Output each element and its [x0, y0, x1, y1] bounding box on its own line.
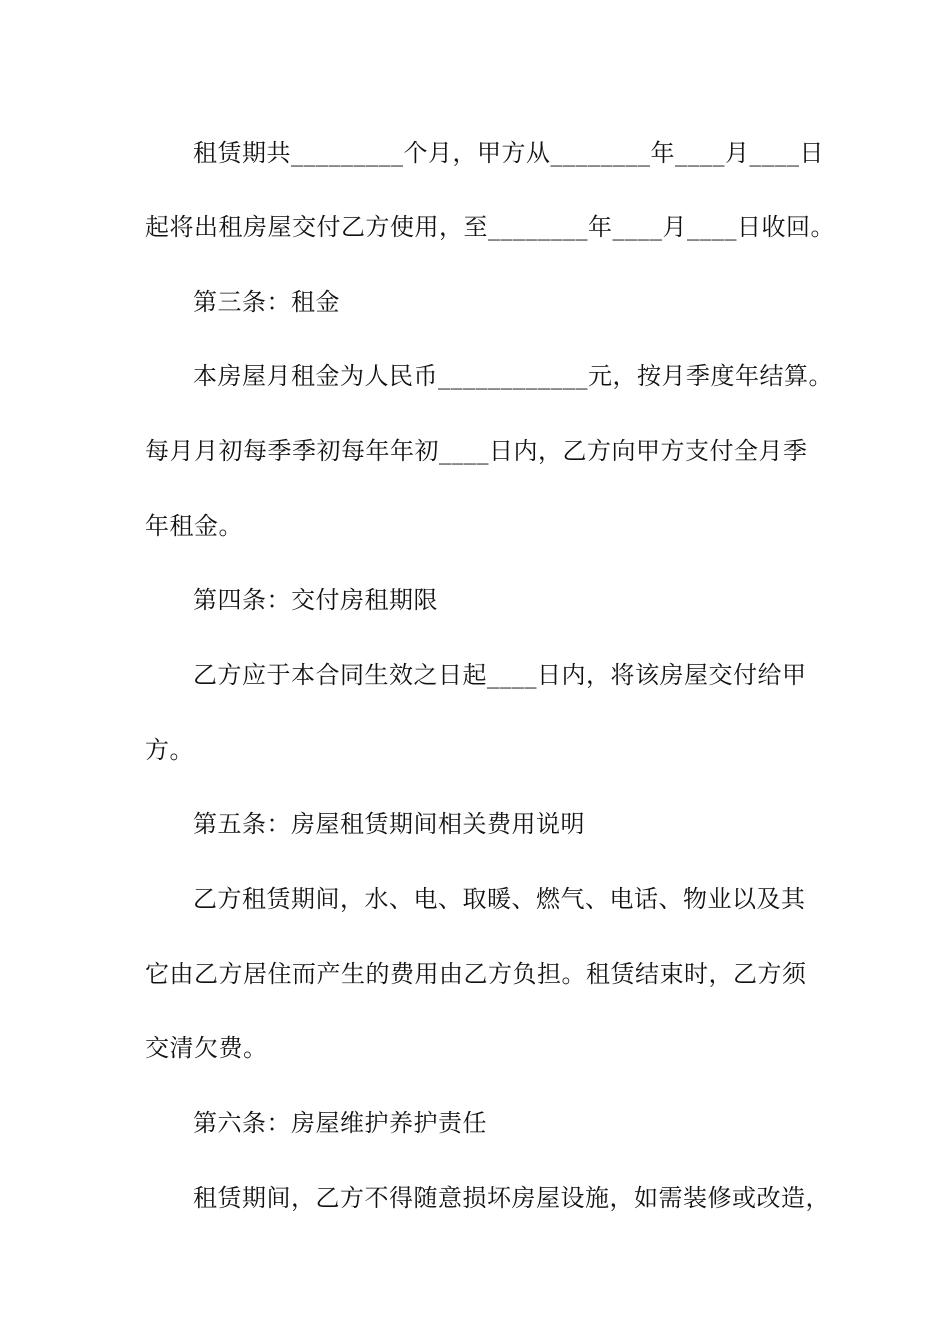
paragraph-line: 交清欠费。 — [145, 1034, 268, 1062]
paragraph-line: 本房屋月租金为人民币____________元，按月季度年结算。 — [193, 362, 833, 390]
paragraph-line: 租赁期间，乙方不得随意损坏房屋设施，如需装修或改造， — [193, 1184, 830, 1212]
paragraph-line: 租赁期共_________个月，甲方从________年____月____日 — [193, 139, 824, 167]
paragraph-line: 起将出租房屋交付乙方使用，至________年____月____日收回。 — [145, 213, 835, 241]
section-heading: 第三条：租金 — [193, 288, 340, 316]
section-heading: 第四条：交付房租期限 — [193, 586, 438, 614]
paragraph-line: 每月月初每季季初每年年初____日内，乙方向甲方支付全月季 — [145, 437, 808, 465]
section-heading: 第六条：房屋维护养护责任 — [193, 1109, 487, 1137]
paragraph-line: 它由乙方居住而产生的费用由乙方负担。租赁结束时，乙方须 — [145, 960, 807, 988]
paragraph-line: 乙方租赁期间，水、电、取暖、燃气、电话、物业以及其 — [193, 885, 806, 913]
paragraph-line: 方。 — [145, 736, 194, 764]
section-heading: 第五条：房屋租赁期间相关费用说明 — [193, 810, 585, 838]
paragraph-line: 乙方应于本合同生效之日起____日内，将该房屋交付给甲 — [193, 661, 807, 689]
paragraph-line: 年租金。 — [145, 512, 243, 540]
